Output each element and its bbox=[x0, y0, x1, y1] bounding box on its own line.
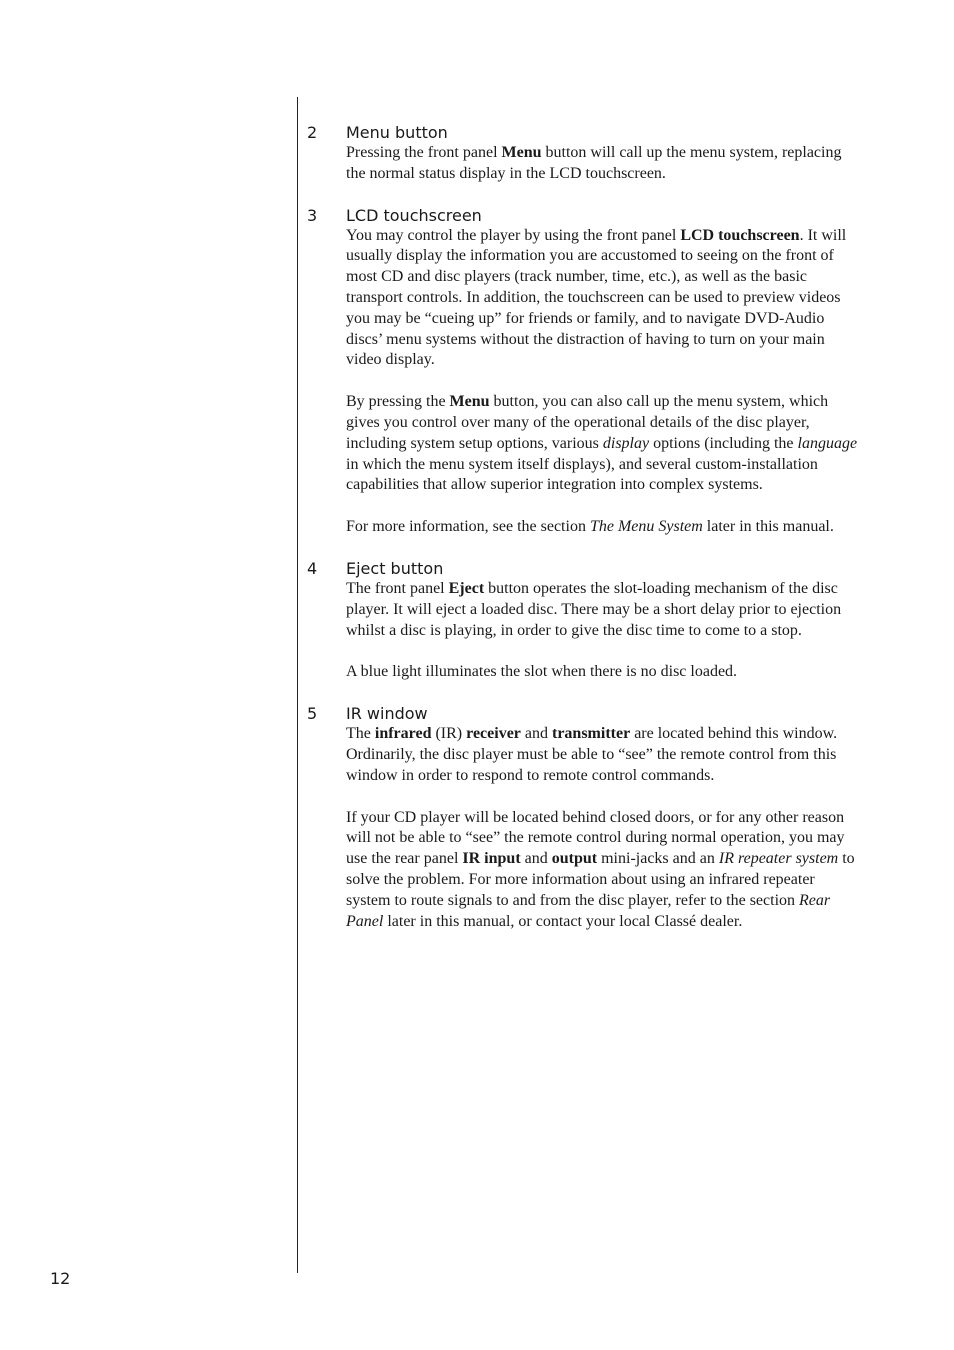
body-paragraph bbox=[346, 517, 861, 538]
text-run: You may control the player by using the front panel bbox=[346, 226, 681, 244]
text-run: button, you can also call up the menu system, which gives you control over many of the operational details of the disc player, including system setup options, various bbox=[346, 393, 829, 452]
text-run: button will call up the menu system, replacing the normal status display in the LCD touchscreen. bbox=[346, 144, 842, 182]
text-run: By pressing the bbox=[346, 393, 450, 411]
text-run: and bbox=[520, 850, 552, 868]
bold-term: infrared bbox=[374, 725, 432, 743]
section-heading: Menu button bbox=[346, 123, 448, 142]
text-run: mini-jacks and an bbox=[597, 850, 719, 868]
text-run: to solve the problem. For more information about using an infrared repeater system to route signals to and from the disc player, refer to the section bbox=[346, 850, 855, 909]
section-number: 5 bbox=[307, 704, 318, 724]
section-heading: Eject button bbox=[346, 558, 444, 578]
text-run: For more information, see the section bbox=[346, 518, 590, 536]
text-run: button operates the slot-loading mechanism of the disc player. It will eject a loaded disc. There may be a short delay prior to ejection whilst a disc is playing, in order to give the disc time to come to a stop. bbox=[346, 579, 842, 639]
text-run: The bbox=[346, 725, 375, 743]
text-run: The front panel bbox=[346, 579, 449, 597]
italic-term: The Menu System bbox=[589, 518, 703, 536]
bold-term: IR input bbox=[462, 850, 521, 868]
italic-term: language bbox=[797, 434, 858, 452]
text-run: later in this manual. bbox=[702, 518, 834, 536]
text-run: (IR) bbox=[431, 725, 467, 743]
text-run: . It will usually display the information you are accustomed to seeing on the front of most CD and disc players (track number, time, etc.), as well as the basic transport controls. In addition, the touchscreen can be used to preview videos you may be “cueing up” for friends or family, and to navigate DVD-Audio discs’ menu systems without the distraction of having to turn on your main video display. bbox=[346, 226, 847, 369]
body-paragraph bbox=[346, 579, 861, 641]
section-3 bbox=[307, 205, 867, 538]
section-2 bbox=[307, 122, 867, 185]
bold-term: output bbox=[551, 850, 598, 868]
text-run: Pressing the front panel bbox=[346, 144, 502, 161]
bold-term: Menu bbox=[501, 144, 542, 161]
section-number: 3 bbox=[307, 205, 318, 225]
body-paragraph bbox=[346, 662, 861, 683]
body-paragraph bbox=[346, 226, 861, 372]
section-heading: IR window bbox=[346, 704, 428, 724]
section-number: 4 bbox=[307, 558, 318, 578]
bold-term: LCD touchscreen bbox=[680, 226, 800, 244]
text-run: later in this manual, or contact your local Classé dealer. bbox=[383, 912, 743, 930]
section-number: 2 bbox=[307, 123, 318, 142]
text-run: If your CD player will be located behind closed doors, or for any other reason will not be able to “see” the remote control during normal operation, you may use the rear panel bbox=[346, 808, 845, 868]
body-paragraph bbox=[346, 392, 861, 496]
text-run: options (including the bbox=[649, 434, 798, 452]
body-paragraph bbox=[346, 143, 861, 185]
bold-term: transmitter bbox=[552, 725, 631, 743]
margin-rule bbox=[297, 97, 298, 1273]
body-paragraph bbox=[346, 724, 861, 786]
text-run: are located behind this window. Ordinarily, the disc player must be able to “see” the remote control from this window in order to respond to remote control commands. bbox=[346, 725, 838, 784]
bold-term: receiver bbox=[466, 725, 521, 743]
section-heading: LCD touchscreen bbox=[346, 205, 482, 225]
manual-content bbox=[307, 122, 867, 952]
body-paragraph bbox=[346, 808, 861, 933]
text-run: A blue light illuminates the slot when there is no disc loaded. bbox=[346, 663, 738, 681]
text-run: in which the menu system itself displays), and several custom-installation capabilities that allow superior integration into complex systems. bbox=[346, 455, 818, 494]
italic-term: IR repeater system bbox=[718, 850, 839, 868]
section-4 bbox=[307, 558, 867, 683]
italic-term: Rear Panel bbox=[346, 891, 831, 930]
italic-term: display bbox=[602, 434, 650, 452]
bold-term: Eject bbox=[448, 579, 485, 597]
text-run: and bbox=[520, 725, 552, 743]
page-number: 12 bbox=[50, 1269, 71, 1288]
bold-term: Menu bbox=[449, 393, 490, 411]
section-5 bbox=[307, 703, 867, 932]
